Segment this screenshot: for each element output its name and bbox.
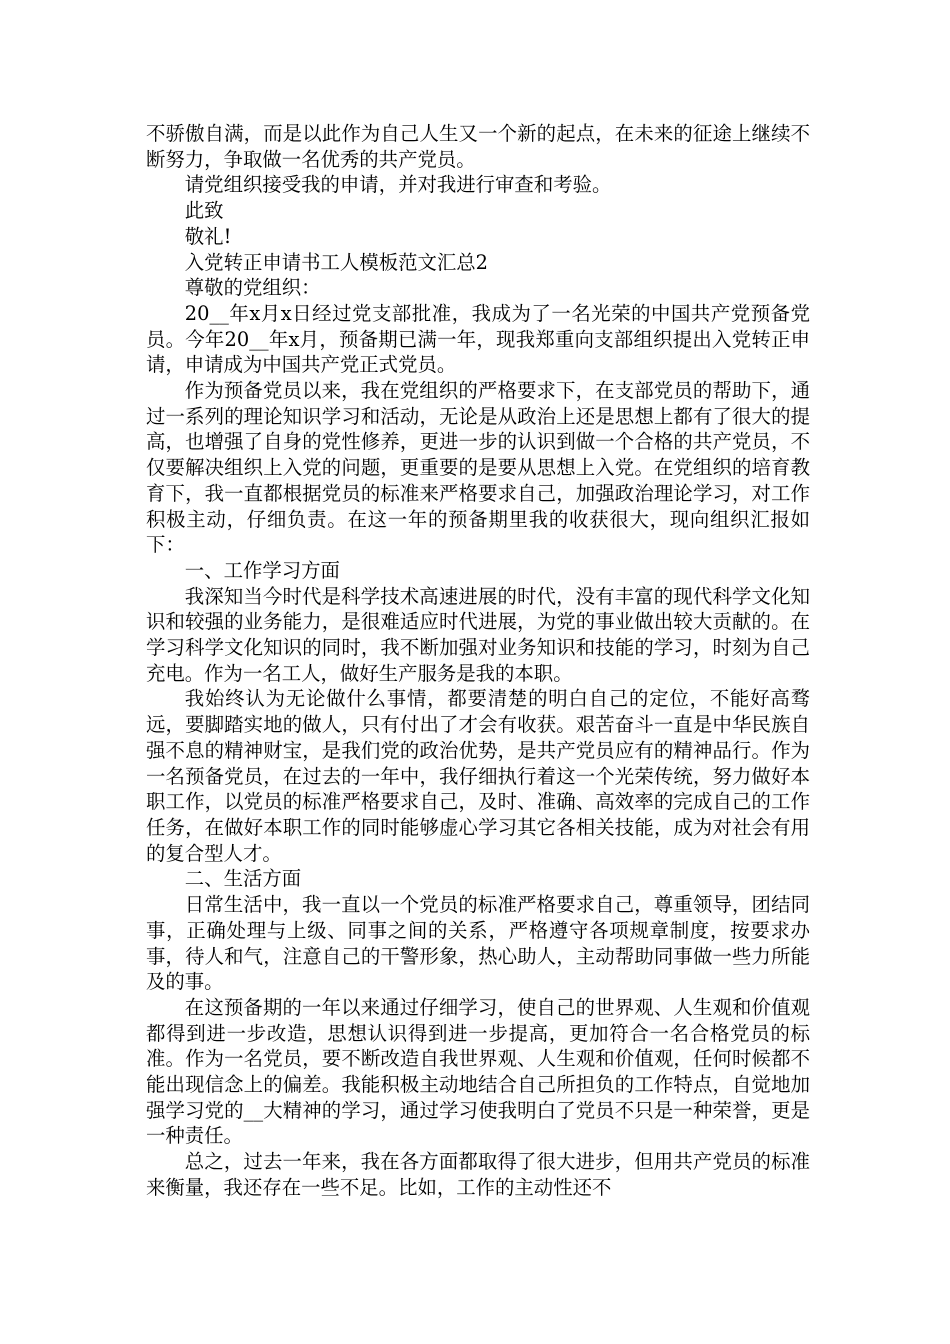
document-body — [146, 121, 810, 1201]
heading-work-study: 一、工作学习方面 — [184, 558, 340, 582]
closing-salutation: 此致 — [184, 199, 224, 223]
paragraph-continuation: 不骄傲自满，而是以此作为自己人生又一个新的起点，在未来的征途上继续不断努力，争取做一名优秀的共产党员。 — [146, 122, 810, 171]
section-title: 入党转正申请书工人模板范文汇总2 — [184, 250, 488, 274]
paragraph-summary: 总之，过去一年来，我在各方面都取得了很大进步，但用共产党员的标准来衡量，我还存在一些不足。比如，工作的主动性还不 — [146, 1150, 810, 1199]
closing-respect: 敬礼! — [184, 224, 232, 248]
paragraph-intro: 20__年x月x日经过党支部批准，我成为了一名光荣的中国共产党预备党员。今年20__年x月，预备期已满一年，现我郑重向支部组织提出入党转正申请，申请成为中国共产党正式党员。 — [146, 301, 810, 377]
paragraph-work-study: 我深知当今时代是科学技术高速进展的时代，没有丰富的现代科学文化知识和较强的业务能力，是很难适应时代进展，为党的事业做出较大贡献的。在学习科学文化知识的同时，我不断加强对业务知识和技能的学习，时刻为自己充电。作为一名工人，做好生产服务是我的本职。 — [146, 584, 810, 685]
heading-life: 二、生活方面 — [184, 867, 302, 891]
paragraph-daily-life: 日常生活中，我一直以一个党员的标准严格要求自己，尊重领导，团结同事，正确处理与上级、同事之间的关系，严格遵守各项规章制度，按要求办事，待人和气，注意自己的干警形象，热心助人，主动帮助同事做一些力所能及的事。 — [146, 893, 810, 994]
paragraph-request-review: 请党组织接受我的申请，并对我进行审查和考验。 — [184, 173, 612, 197]
paragraph-overview: 作为预备党员以来，我在党组织的严格要求下，在支部党员的帮助下，通过一系列的理论知识学习和活动，无论是从政治上还是思想上都有了很大的提高，也增强了自身的党性修养，更进一步的认识到做一个合格的共产党员，不仅要解决组织上入党的问题，更重要的是要从思想上入党。在党组织的培育教育下，我一直都根据党员的标准来严格要求自己，加强政治理论学习，对工作积极主动，仔细负责。在这一年的预备期里我的收获很大，现向组织汇报如下： — [146, 379, 810, 557]
greeting: 尊敬的党组织： — [184, 276, 321, 300]
paragraph-worldview: 在这预备期的一年以来通过仔细学习，使自己的世界观、人生观和价值观都得到进一步改造，思想认识得到进一步提高，更加符合一名合格党员的标准。作为一名党员，要不断改造自我世界观、人生观和价值观，任何时候都不能出现信念上的偏差。我能积极主动地结合自己所担负的工作特点，自觉地加强学习党的__大精神的学习，通过学习使我明白了党员不只是一种荣誉，更是一种责任。 — [146, 995, 810, 1148]
paragraph-attitude: 我始终认为无论做什么事情，都要清楚的明白自己的定位，不能好高骛远，要脚踏实地的做人，只有付出了才会有收获。艰苦奋斗一直是中华民族自强不息的精神财宝，是我们党的政治优势，是共产党员应有的精神品行。作为一名预备党员，在过去的一年中，我仔细执行着这一个光荣传统，努力做好本职工作，以党员的标准严格要求自己，及时、准确、高效率的完成自己的工作任务，在做好本职工作的同时能够虚心学习其它各相关技能，成为对社会有用的复合型人才。 — [146, 687, 810, 865]
